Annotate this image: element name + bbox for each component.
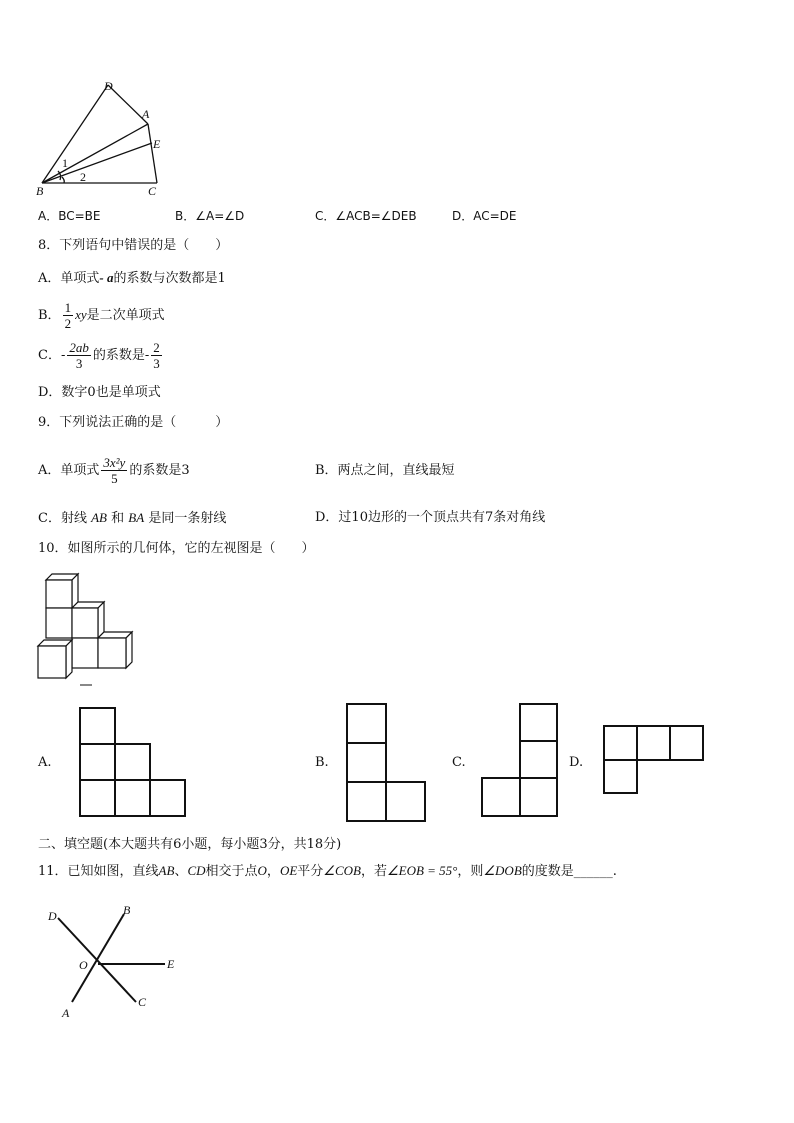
q9-option-a: A．单项式 $\frac{\text{3x²y}}{5}$ 的系数是3 — [38, 455, 190, 486]
q10-stem: 10．如图所示的几何体，它的左视图是（ ） — [38, 541, 315, 556]
q8-option-c: C．- $\frac{2ab}{3}$ 的系数是- $\frac{2}{3}$ — [38, 340, 160, 371]
label-a: A — [142, 107, 150, 121]
q10-option-b-label: B. — [315, 755, 329, 770]
section-heading: 二、填空题(本大题共有6小题，每小题3分，共18分) — [38, 837, 342, 852]
q10-option-b-figure — [347, 704, 429, 824]
label-e: E — [153, 137, 161, 151]
q9-option-c: C．射线 AB 和 BA 是同一条射线 — [38, 510, 227, 526]
label-o: O — [79, 958, 88, 972]
q7-option-b: B．∠A=∠D — [175, 209, 245, 223]
q9-stem: 9．下列说法正确的是（ ） — [38, 415, 229, 430]
label-b: B — [123, 903, 131, 917]
label-d: D — [48, 909, 57, 923]
q10-option-c-figure — [482, 704, 562, 820]
q8-stem: 8．下列语句中错误的是（ ） — [38, 238, 229, 253]
fraction: $\frac{2ab}{3}$ — [69, 340, 89, 371]
label-d: D — [104, 79, 113, 93]
label-e: E — [167, 957, 175, 971]
fraction: $\frac{1}{2}$ — [64, 300, 72, 331]
q8-option-d: D．数字0也是单项式 — [38, 385, 161, 400]
cube-solid-figure — [36, 570, 146, 690]
q11-stem: 11．已知如图，直线AB、CD相交于点O，OE平分∠COB，若∠EOB = 55°，则∠DOB的度数是______. — [38, 863, 617, 879]
fraction: $\frac{2}{3}$ — [153, 340, 160, 371]
label-c: C — [148, 184, 157, 198]
q10-option-c-label: C. — [452, 755, 466, 770]
q7-option-c: C．∠ACB=∠DEB — [315, 209, 417, 223]
q10-option-a-label: A. — [38, 755, 52, 770]
q8-option-a: A．单项式- a的系数与次数都是1 — [38, 270, 226, 286]
q8-option-b: B． $\frac{1}{2}$ xy是二次单项式 — [38, 300, 165, 331]
label-angle-2: 2 — [80, 170, 86, 184]
q9-option-b: B．两点之间，直线最短 — [315, 463, 455, 478]
q7-option-a: A．BC=BE — [38, 209, 101, 223]
q7-option-d: D．AC=DE — [452, 209, 517, 223]
q10-option-a-figure — [80, 708, 190, 818]
label-a: A — [62, 1006, 70, 1020]
fraction: $\frac{\text{3x²y}}{5}$ — [103, 455, 126, 486]
label-c: C — [138, 995, 147, 1009]
q9-option-d: D．过10边形的一个顶点共有7条对角线 — [315, 510, 546, 525]
label-b: B — [36, 184, 44, 198]
q10-option-d-figure — [604, 726, 708, 796]
label-angle-1: 1 — [62, 156, 68, 170]
triangle-figure — [30, 75, 180, 200]
intersecting-lines-figure — [40, 900, 190, 1025]
q10-option-d-label: D. — [569, 755, 584, 770]
